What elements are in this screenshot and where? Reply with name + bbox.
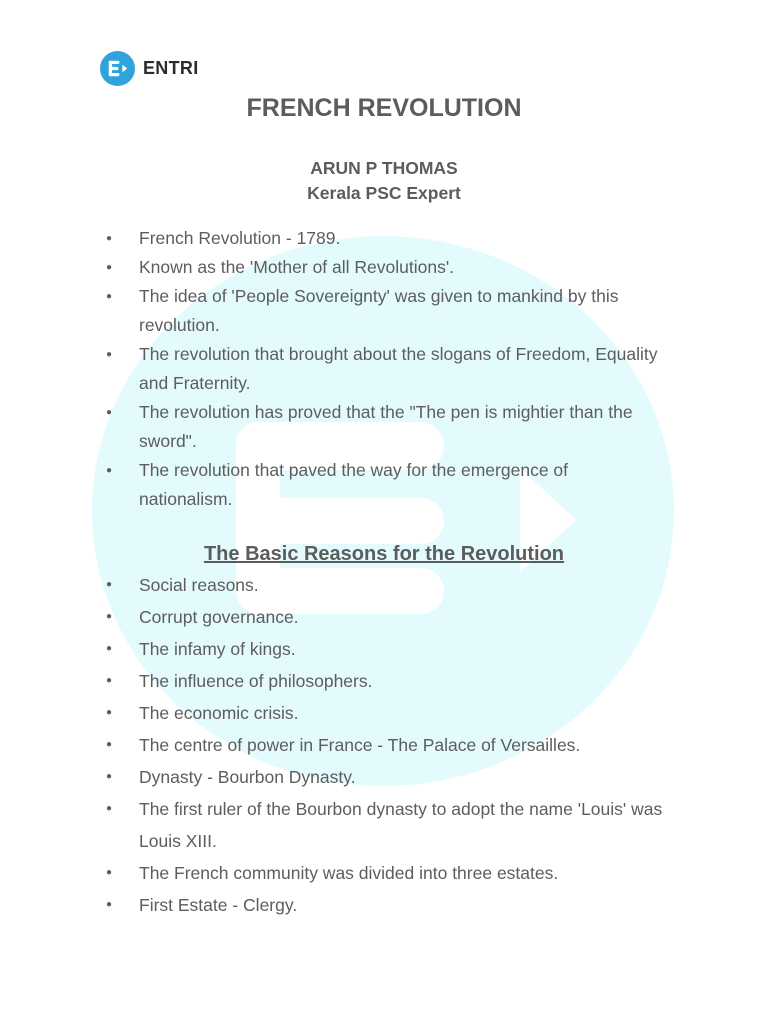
list-item: ● The first ruler of the Bourbon dynasty to adopt the name 'Louis' was Louis XIII. [104,793,664,857]
entri-logo-icon [100,51,135,86]
list-item: ● The centre of power in France - The Palace of Versailles. [104,729,664,761]
author-role: Kerala PSC Expert [307,183,461,203]
list-item: ● The influence of philosophers. [104,665,664,697]
intro-bullet-list [104,224,664,514]
list-item: ● The idea of 'People Sovereignty' was given to mankind by this revolution. [104,282,664,340]
list-item: ● The revolution that brought about the slogans of Freedom, Equality and Fraternity. [104,340,664,398]
list-item: ● The infamy of kings. [104,633,664,665]
author-name: ARUN P THOMAS [310,158,458,178]
list-item: ● Dynasty - Bourbon Dynasty. [104,761,664,793]
list-item: ● Known as the 'Mother of all Revolutions'. [104,253,664,282]
list-item: ● First Estate - Clergy. [104,889,664,921]
list-item: ● Social reasons. [104,569,664,601]
list-item: ● The revolution has proved that the "The pen is mightier than the sword". [104,398,664,456]
author-block [0,156,768,206]
list-item: ● Corrupt governance. [104,601,664,633]
reasons-bullet-list [104,569,664,921]
list-item: ● The economic crisis. [104,697,664,729]
section-heading: The Basic Reasons for the Revolution [203,543,565,565]
brand-logo [100,51,199,86]
list-item: ● The French community was divided into three estates. [104,857,664,889]
list-item: ● The revolution that paved the way for the emergence of nationalism. [104,456,664,514]
list-item: ● French Revolution - 1789. [104,224,664,253]
page-title: FRENCH REVOLUTION [246,94,522,122]
brand-name: ENTRI [143,58,199,78]
